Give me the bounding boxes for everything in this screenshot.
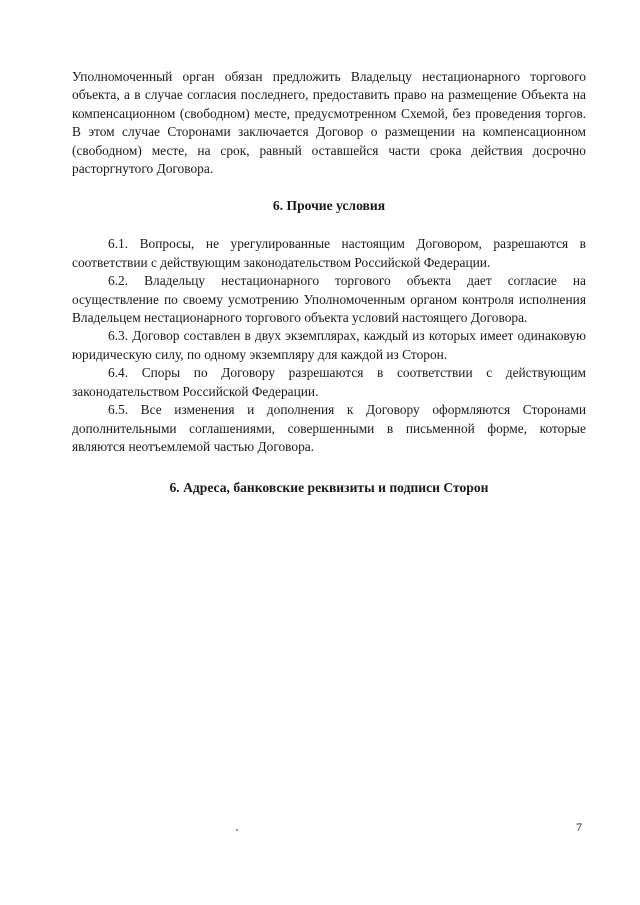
document-body (72, 68, 586, 497)
clause-6-1: 6.1. Вопросы, не урегулированные настоящим Договором, разрешаются в соответствии с действующим законодательством Российской Федерации. (72, 236, 586, 270)
intro-paragraph: Уполномоченный орган обязан предложить Владельцу нестационарного торгового объекта, а в случае согласия последнего, предоставить право на размещение Объекта на компенсационном (свободном) месте, предусмотренном Схемой, без проведения торгов. В этом случае Сторонами заключается Договор о размещении на компенсационном (свободном) месте, на срок, равный оставшейся части срока действия досрочно расторгнутого Договора. (72, 69, 586, 177)
clause-6-4: 6.4. Споры по Договору разрешаются в соответствии с действующим законодательством Российской Федерации. (72, 365, 586, 399)
section-other-conditions-heading: 6. Прочие условия (272, 198, 386, 214)
scan-speck (236, 829, 238, 831)
clause-6-3: 6.3. Договор составлен в двух экземплярах, каждый из которых имеет одинаковую юридическую силу, по одному экземпляру для каждой из Сторон. (72, 328, 586, 362)
section-addresses-heading: 6. Адреса, банковские реквизиты и подписи Сторон (169, 480, 489, 496)
page-number: 7 (576, 820, 582, 834)
clause-6-5: 6.5. Все изменения и дополнения к Договору оформляются Сторонами дополнительными соглашениями, совершенными в письменной форме, которые являются неотъемлемой частью Договора. (72, 402, 586, 454)
clause-6-2: 6.2. Владельцу нестационарного торгового объекта дает согласие на осуществление по своему усмотрению Уполномоченным органом контроля исполнения Владельцем нестационарного торгового объекта условий настоящего Договора. (72, 273, 586, 326)
